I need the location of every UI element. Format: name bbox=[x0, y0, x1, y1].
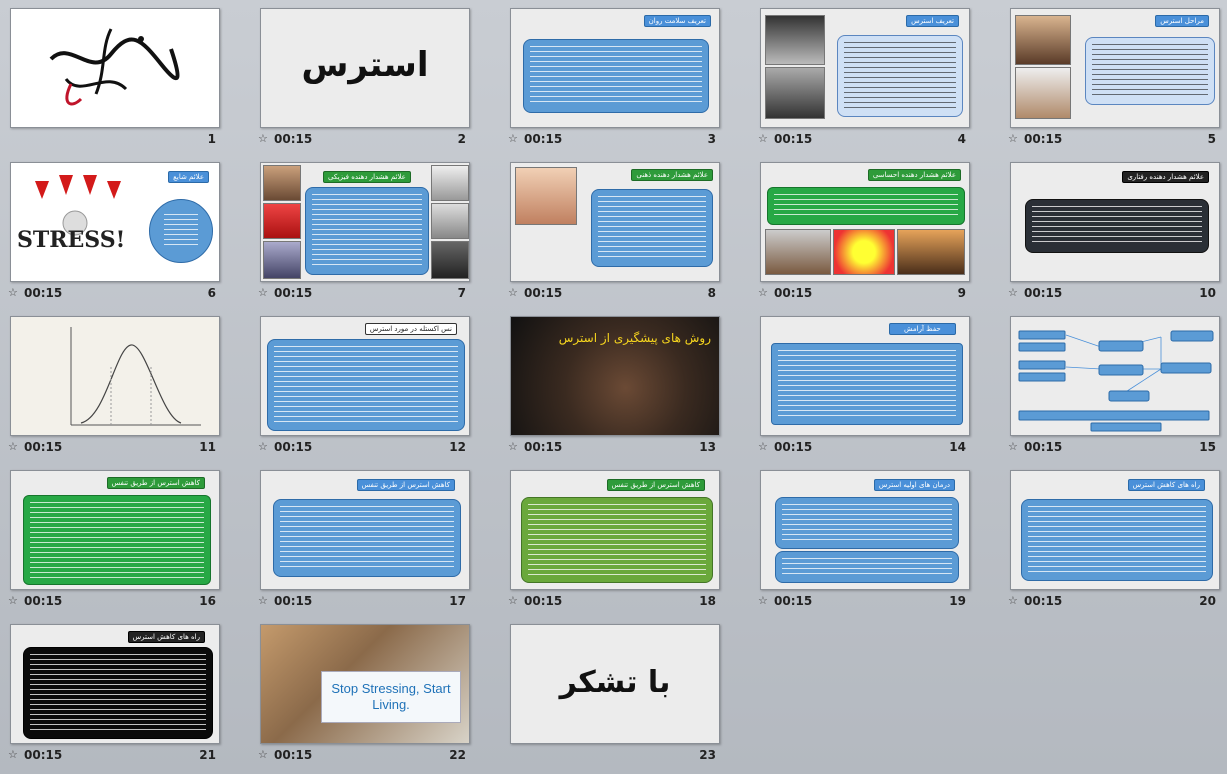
slide-title: راه های کاهش استرس bbox=[128, 631, 205, 643]
slide-15-canvas[interactable] bbox=[1010, 316, 1220, 436]
slide-4-canvas[interactable] bbox=[760, 8, 970, 128]
slide-thumbnail-1[interactable] bbox=[0, 0, 250, 154]
slide-timing: 00:15 bbox=[274, 286, 313, 300]
slide-timing: 00:15 bbox=[524, 132, 563, 146]
star-clock-icon: ☆ bbox=[258, 132, 268, 145]
stop-stressing-card bbox=[321, 671, 461, 723]
slide-timing: 00:15 bbox=[1024, 132, 1063, 146]
slide-timing: 00:15 bbox=[24, 440, 63, 454]
star-clock-icon: ☆ bbox=[508, 440, 518, 453]
star-clock-icon: ☆ bbox=[508, 286, 518, 299]
star-clock-icon: ☆ bbox=[758, 132, 768, 145]
mind-map-diagram bbox=[1011, 317, 1219, 435]
stressed-person-photo bbox=[765, 15, 825, 65]
slide-number: 20 bbox=[1199, 594, 1216, 608]
slide-10-canvas[interactable] bbox=[1010, 162, 1220, 282]
content-circle bbox=[149, 199, 213, 263]
face-photo bbox=[431, 165, 469, 201]
stress-arrows-icon bbox=[15, 171, 131, 271]
content-box bbox=[771, 343, 963, 425]
content-box bbox=[837, 35, 963, 117]
star-clock-icon: ☆ bbox=[8, 286, 18, 299]
slide-thumbnail-19[interactable] bbox=[750, 462, 1000, 616]
slide-timing: 00:15 bbox=[1024, 594, 1063, 608]
slide-14-canvas[interactable] bbox=[760, 316, 970, 436]
slide-timing: 00:15 bbox=[524, 286, 563, 300]
slide-number: 8 bbox=[707, 286, 716, 300]
slide-18-canvas[interactable] bbox=[510, 470, 720, 590]
calligraphy-logo-icon bbox=[11, 9, 219, 127]
content-box bbox=[521, 497, 713, 583]
slide-number: 16 bbox=[199, 594, 216, 608]
slide-number: 3 bbox=[707, 132, 716, 146]
slide-timing: 00:15 bbox=[774, 286, 813, 300]
content-box bbox=[273, 499, 461, 577]
slide-5-canvas[interactable] bbox=[1010, 8, 1220, 128]
slide-13-canvas[interactable] bbox=[510, 316, 720, 436]
star-clock-icon: ☆ bbox=[258, 748, 268, 761]
slide-title: روش های پیشگیری از استرس bbox=[558, 331, 711, 345]
slide-thumbnail-3[interactable] bbox=[500, 0, 750, 154]
slide-title: نس اکستله در مورد استرس bbox=[365, 323, 457, 335]
hands-photo bbox=[431, 203, 469, 239]
sad-person-photo bbox=[897, 229, 965, 275]
woman-photo bbox=[431, 241, 469, 279]
star-clock-icon: ☆ bbox=[758, 286, 768, 299]
slide-thumbnail-17[interactable] bbox=[250, 462, 500, 616]
slide-title: علائم هشدار دهنده ذهنی bbox=[631, 169, 713, 181]
slide-thumbnail-20[interactable] bbox=[1000, 462, 1227, 616]
slide-title: علائم هشدار دهنده احساسی bbox=[868, 169, 961, 181]
slide-thumbnail-2[interactable] bbox=[250, 0, 500, 154]
slide-2-canvas[interactable] bbox=[260, 8, 470, 128]
slide-thumbnail-16[interactable] bbox=[0, 462, 250, 616]
slide-timing: 00:15 bbox=[24, 594, 63, 608]
slide-thumbnail-18[interactable] bbox=[500, 462, 750, 616]
slide-timing: 00:15 bbox=[524, 440, 563, 454]
slide-title: علائم هشدار دهنده فیزیکی bbox=[323, 171, 411, 183]
star-clock-icon: ☆ bbox=[758, 594, 768, 607]
star-clock-icon: ☆ bbox=[508, 132, 518, 145]
slide-number: 12 bbox=[449, 440, 466, 454]
slide-thumbnail-12[interactable] bbox=[250, 308, 500, 462]
content-box bbox=[23, 647, 213, 739]
content-box bbox=[1025, 199, 1209, 253]
slide-9-canvas[interactable] bbox=[760, 162, 970, 282]
slide-12-canvas[interactable] bbox=[260, 316, 470, 436]
face-photo bbox=[263, 165, 301, 201]
slide-timing: 00:15 bbox=[1024, 440, 1063, 454]
star-clock-icon: ☆ bbox=[1008, 440, 1018, 453]
slide-title: تعریف استرس bbox=[906, 15, 959, 27]
slide-title: درمان های اولیه استرس bbox=[874, 479, 955, 491]
slide-22-canvas[interactable] bbox=[260, 624, 470, 744]
slide-timing: 00:15 bbox=[274, 132, 313, 146]
slide-number: 18 bbox=[699, 594, 716, 608]
slide-title: با تشکر bbox=[559, 665, 671, 700]
content-box bbox=[591, 189, 713, 267]
slide-number: 5 bbox=[1207, 132, 1216, 146]
slide-title: راه های کاهش استرس bbox=[1128, 479, 1205, 491]
face-photo bbox=[263, 241, 301, 279]
slide-timing: 00:15 bbox=[274, 594, 313, 608]
slide-number: 2 bbox=[457, 132, 466, 146]
star-clock-icon: ☆ bbox=[1008, 286, 1018, 299]
content-box bbox=[1085, 37, 1215, 105]
slide-number: 13 bbox=[699, 440, 716, 454]
slide-thumbnail-23[interactable] bbox=[500, 616, 750, 770]
content-box bbox=[1021, 499, 1213, 581]
star-clock-icon: ☆ bbox=[1008, 594, 1018, 607]
slide-21-canvas[interactable] bbox=[10, 624, 220, 744]
slide-20-canvas[interactable] bbox=[1010, 470, 1220, 590]
content-box bbox=[523, 39, 709, 113]
emoji-faces-photo bbox=[833, 229, 895, 275]
star-clock-icon: ☆ bbox=[8, 594, 18, 607]
slide-number: 1 bbox=[207, 132, 216, 146]
stressed-person-photo bbox=[1015, 67, 1071, 119]
slide-title: کاهش استرس از طریق تنفس bbox=[107, 477, 205, 489]
slide-timing: 00:15 bbox=[24, 286, 63, 300]
slide-thumbnail-11[interactable] bbox=[0, 308, 250, 462]
slide-thumbnail-15[interactable] bbox=[1000, 308, 1227, 462]
slide-timing: 00:15 bbox=[774, 440, 813, 454]
star-clock-icon: ☆ bbox=[1008, 132, 1018, 145]
slide-thumbnail-7[interactable] bbox=[250, 154, 500, 308]
star-clock-icon: ☆ bbox=[758, 440, 768, 453]
slide-timing: 00:15 bbox=[774, 132, 813, 146]
slide-timing: 00:15 bbox=[524, 594, 563, 608]
slide-11-canvas[interactable] bbox=[10, 316, 220, 436]
slide-thumbnail-6[interactable] bbox=[0, 154, 250, 308]
slide-number: 11 bbox=[199, 440, 216, 454]
crying-woman-photo bbox=[765, 229, 831, 275]
content-box bbox=[305, 187, 429, 275]
slide-number: 19 bbox=[949, 594, 966, 608]
content-box bbox=[767, 187, 965, 225]
slide-number: 21 bbox=[199, 748, 216, 762]
star-clock-icon: ☆ bbox=[508, 594, 518, 607]
slide-number: 14 bbox=[949, 440, 966, 454]
slide-thumbnail-4[interactable] bbox=[750, 0, 1000, 154]
content-box bbox=[775, 497, 959, 549]
star-clock-icon: ☆ bbox=[8, 748, 18, 761]
card-text: Stop Stressing, Start Living. bbox=[331, 681, 451, 712]
star-clock-icon: ☆ bbox=[258, 286, 268, 299]
slide-thumbnail-5[interactable] bbox=[1000, 0, 1227, 154]
slide-title: کاهش استرس از طریق تنفس bbox=[357, 479, 455, 491]
slide-1-canvas[interactable] bbox=[10, 8, 220, 128]
slide-timing: 00:15 bbox=[774, 594, 813, 608]
slide-title: علائم هشدار دهنده رفتاری bbox=[1122, 171, 1209, 183]
slide-16-canvas[interactable] bbox=[10, 470, 220, 590]
slide-thumbnail-8[interactable] bbox=[500, 154, 750, 308]
slide-timing: 00:15 bbox=[24, 748, 63, 762]
slide-8-canvas[interactable] bbox=[510, 162, 720, 282]
slide-thumbnail-9[interactable] bbox=[750, 154, 1000, 308]
fist-photo bbox=[263, 203, 301, 239]
slide-title: کاهش استرس از طریق تنفس bbox=[607, 479, 705, 491]
stress-word: STRESS! bbox=[17, 227, 126, 253]
slide-thumbnail-22[interactable] bbox=[250, 616, 500, 770]
slide-number: 9 bbox=[957, 286, 966, 300]
slide-title: استرس bbox=[301, 45, 429, 85]
star-clock-icon: ☆ bbox=[8, 440, 18, 453]
slide-timing: 00:15 bbox=[274, 440, 313, 454]
slide-number: 23 bbox=[699, 748, 716, 762]
slide-thumbnail-13[interactable] bbox=[500, 308, 750, 462]
slide-7-canvas[interactable] bbox=[260, 162, 470, 282]
slide-number: 22 bbox=[449, 748, 466, 762]
content-box bbox=[267, 339, 465, 431]
slide-thumbnail-14[interactable] bbox=[750, 308, 1000, 462]
slide-number: 7 bbox=[457, 286, 466, 300]
content-box bbox=[23, 495, 211, 585]
slide-number: 4 bbox=[957, 132, 966, 146]
slide-timing: 00:15 bbox=[1024, 286, 1063, 300]
slide-23-canvas[interactable] bbox=[510, 624, 720, 744]
slide-title: تعریف سلامت روان bbox=[644, 15, 711, 27]
slide-19-canvas[interactable] bbox=[760, 470, 970, 590]
slide-number: 17 bbox=[449, 594, 466, 608]
slide-title: حفظ آرامش bbox=[889, 323, 956, 335]
slide-title: علائم شایع bbox=[168, 171, 209, 183]
slide-number: 15 bbox=[1199, 440, 1216, 454]
star-clock-icon: ☆ bbox=[258, 440, 268, 453]
slide-thumbnail-21[interactable] bbox=[0, 616, 250, 770]
slide-timing: 00:15 bbox=[274, 748, 313, 762]
slide-thumbnail-10[interactable] bbox=[1000, 154, 1227, 308]
stressed-person-photo bbox=[1015, 15, 1071, 65]
star-clock-icon: ☆ bbox=[258, 594, 268, 607]
stressed-person-photo bbox=[765, 67, 825, 119]
slide-17-canvas[interactable] bbox=[260, 470, 470, 590]
slide-3-canvas[interactable] bbox=[510, 8, 720, 128]
content-box bbox=[775, 551, 959, 583]
slide-title: مراحل استرس bbox=[1155, 15, 1209, 27]
slide-number: 10 bbox=[1199, 286, 1216, 300]
performance-curve-sketch bbox=[11, 317, 219, 435]
slide-number: 6 bbox=[207, 286, 216, 300]
screaming-man-photo bbox=[515, 167, 577, 225]
slide-6-canvas[interactable] bbox=[10, 162, 220, 282]
